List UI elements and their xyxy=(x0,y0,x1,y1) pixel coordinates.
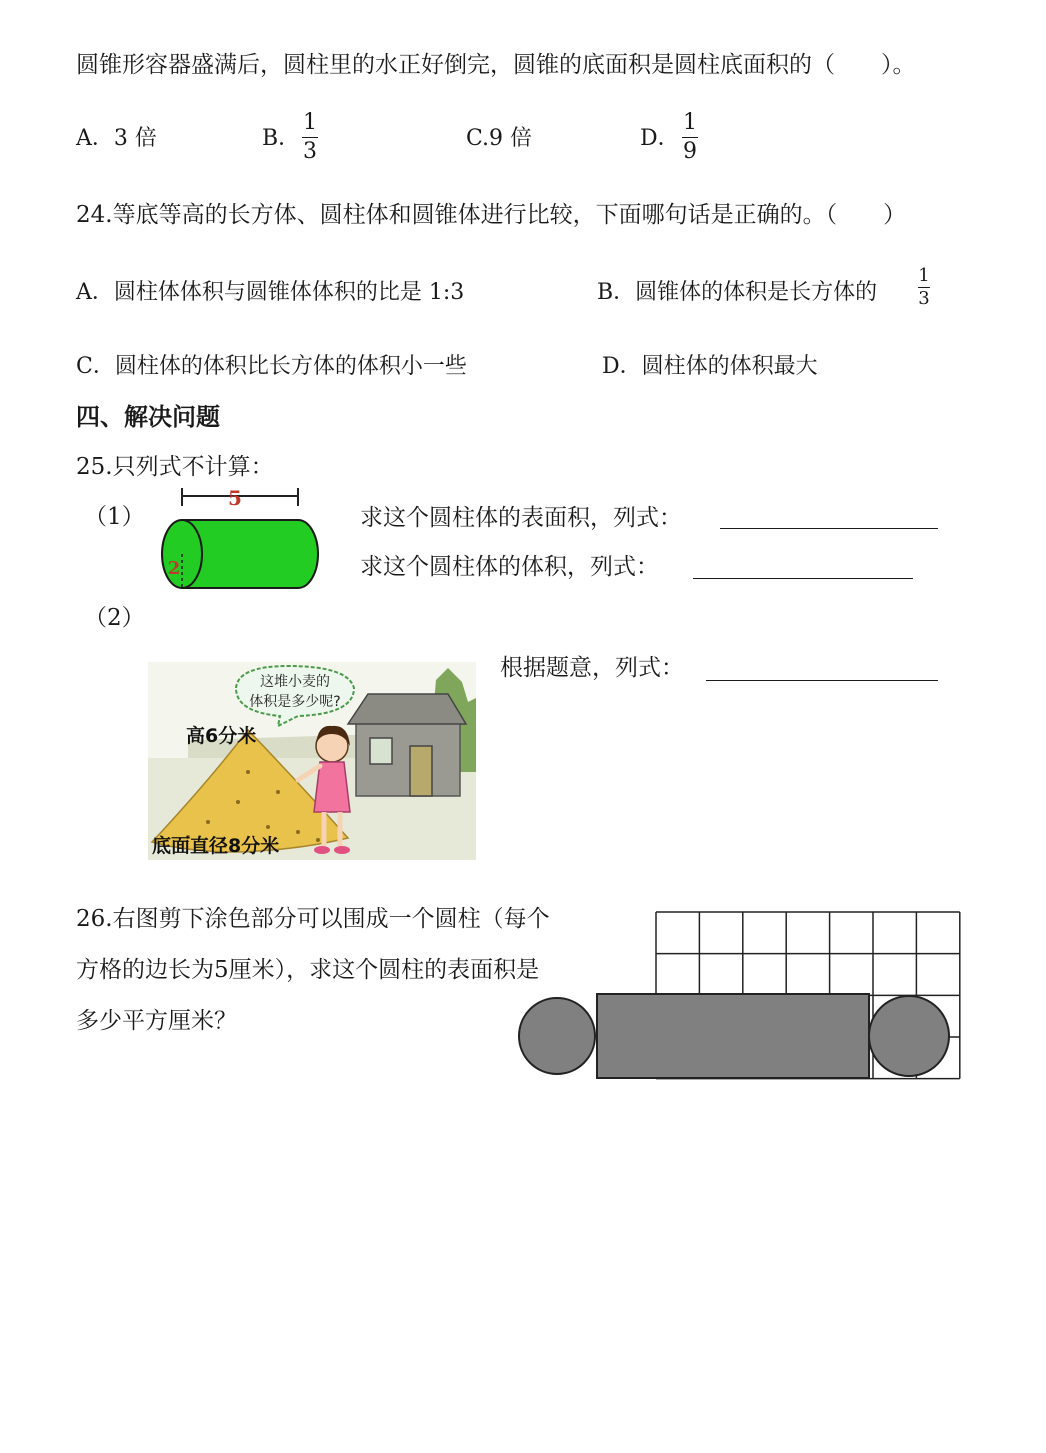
q23-option-b-label: B． xyxy=(262,126,301,151)
section-title: 四、解决问题 xyxy=(76,402,220,431)
diameter-label: 底面直径8分米 xyxy=(152,835,280,857)
girl-right-shoe xyxy=(334,846,350,854)
surface-area-answer-line xyxy=(720,528,938,529)
q26-line2: 方格的边长为5厘米），求这个圆柱的表面积是 xyxy=(76,957,540,983)
bubble-line1: 这堆小麦的 xyxy=(260,674,330,690)
length-label: 5 xyxy=(228,486,242,510)
fraction-numerator: 1 xyxy=(683,110,697,135)
house-window xyxy=(370,738,392,764)
girl-left-shoe xyxy=(314,846,330,854)
house-roof xyxy=(348,694,466,724)
fraction-denominator: 3 xyxy=(303,139,317,164)
q23-option-d-fraction xyxy=(682,111,698,164)
height-label: 高6分米 xyxy=(186,725,257,747)
q23-option-b-fraction xyxy=(302,111,318,164)
q23-option-d-label: D． xyxy=(640,126,680,151)
fraction-denominator: 9 xyxy=(683,139,697,164)
q24-option-a: A．圆柱体体积与圆锥体体积的比是 1:3 xyxy=(76,280,465,305)
wheat-pile-illustration xyxy=(148,662,478,862)
bubble-line2: 体积是多少呢? xyxy=(249,694,341,710)
q25-stem: 25.只列式不计算： xyxy=(76,454,274,480)
girl-dress xyxy=(314,762,350,812)
radius-label: 2 xyxy=(167,558,181,579)
q26-line1: 26.右图剪下涂色部分可以围成一个圆柱（每个 xyxy=(76,906,550,932)
fraction-numerator: 1 xyxy=(303,110,317,135)
q23-option-c: C.9 倍 xyxy=(466,126,533,151)
q24-option-b-fraction xyxy=(918,266,930,309)
q24-option-d: D．圆柱体的体积最大 xyxy=(602,354,818,379)
house-door xyxy=(410,746,432,796)
net-circle-left xyxy=(519,998,595,1074)
part2-answer-line xyxy=(706,680,938,681)
fraction-denominator: 3 xyxy=(918,288,930,309)
cylinder-net-grid xyxy=(516,908,956,1088)
q25-part1-label: （1） xyxy=(84,504,145,530)
volume-answer-line xyxy=(693,578,913,579)
q25-part2-label: （2） xyxy=(84,605,145,631)
part2-prompt: 根据题意，列式： xyxy=(500,655,684,681)
net-circle-right xyxy=(869,996,949,1076)
net-rectangle xyxy=(597,994,869,1078)
q23-stem: 圆锥形容器盛满后，圆柱里的水正好倒完，圆锥的底面积是圆柱底面积的（ ）。 xyxy=(76,52,916,78)
fraction-bar xyxy=(302,137,318,138)
q24-stem: 24.等底等高的长方体、圆柱体和圆锥体进行比较，下面哪句话是正确的。（ ） xyxy=(76,202,907,228)
fraction-numerator: 1 xyxy=(918,265,930,286)
q24-option-c: C．圆柱体的体积比长方体的体积小一些 xyxy=(76,354,467,379)
cylinder-figure xyxy=(160,484,320,594)
q26-line3: 多少平方厘米？ xyxy=(76,1008,237,1034)
q24-option-b: B．圆锥体的体积是长方体的 xyxy=(597,280,878,305)
q23-option-a: A．3 倍 xyxy=(76,126,157,151)
fraction-bar xyxy=(682,137,698,138)
surface-area-prompt: 求这个圆柱体的表面积，列式： xyxy=(360,505,682,531)
volume-prompt: 求这个圆柱体的体积，列式： xyxy=(360,554,659,580)
